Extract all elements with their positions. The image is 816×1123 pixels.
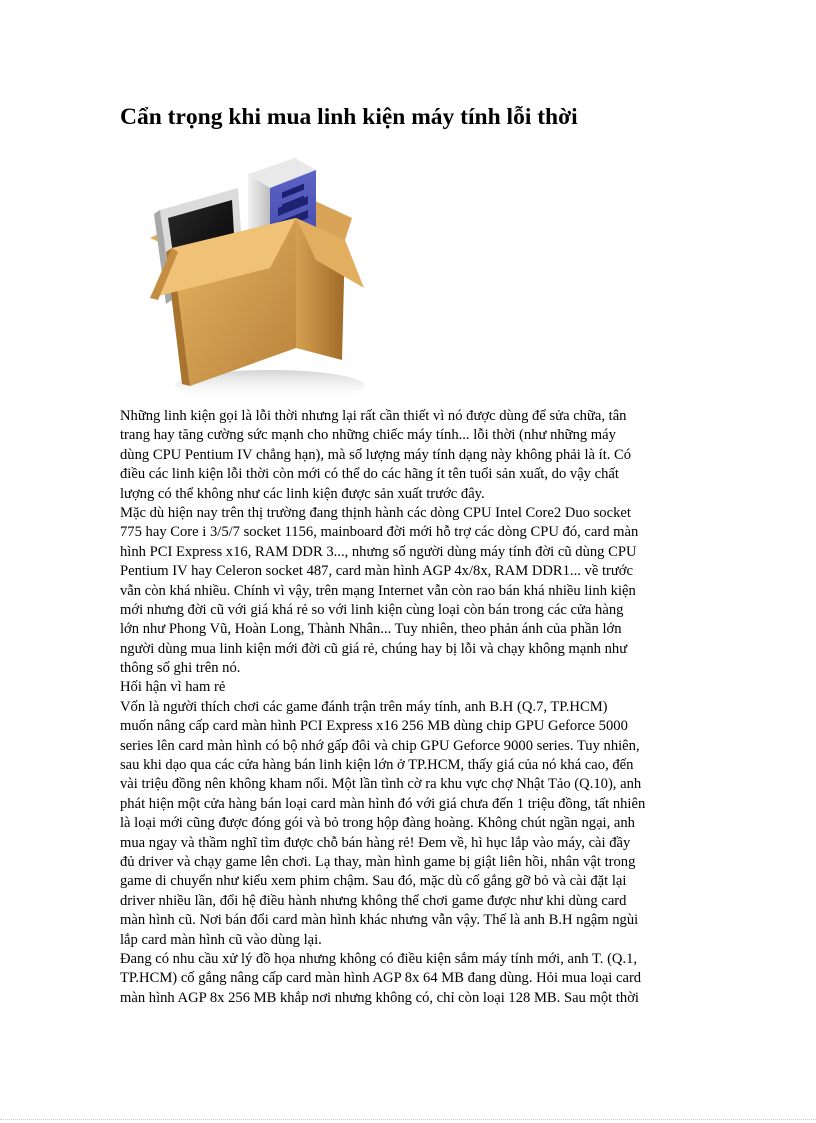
body-line: thông số ghi trên nó. xyxy=(120,660,241,677)
body-line: lắp card màn hình cũ vào dùng lại. xyxy=(120,931,322,948)
body-line: phát hiện một cửa hàng bán loại card màn hình đó với giá chưa đến 1 triệu đồng, tất nhiên xyxy=(120,795,646,812)
body-line: người dùng mua linh kiện mới đời cũ giá rẻ, chúng hay bị lỗi và chạy không mạnh như xyxy=(120,640,628,657)
body-line: Pentium IV hay Celeron socket 487, card màn hình AGP 4x/8x, RAM DDR1... về trước xyxy=(120,563,633,580)
computer-in-box-icon xyxy=(120,148,365,406)
body-line: dùng CPU Pentium IV chẳng hạn), mà số lượng máy tính dạng này không phải là ít. Có xyxy=(120,446,632,463)
body-line: màn hình cũ. Nơi bán đổi card màn hình khác nhưng vẫn vậy. Thế là anh B.H ngậm ngùi xyxy=(120,912,639,929)
page-bottom-divider xyxy=(0,1119,816,1120)
body-line: Vốn là người thích chơi các game đánh trận trên máy tính, anh B.H (Q.7, TP.HCM) xyxy=(120,698,608,715)
body-line: màn hình AGP 8x 256 MB khắp nơi nhưng không có, chỉ còn loại 128 MB. Sau một thời xyxy=(120,989,639,1006)
body-line: Đang có nhu cầu xử lý đồ họa nhưng không có điều kiện sắm máy tính mới, anh T. (Q.1, xyxy=(120,950,638,967)
body-line: muốn nâng cấp card màn hình PCI Express x16 256 MB dùng chip GPU Geforce 5000 xyxy=(120,718,628,735)
body-line: sau khi dạo qua các cửa hàng bán linh kiện lớn ở TP.HCM, thấy giá của nó khá cao, đến xyxy=(120,757,634,774)
body-line: Những linh kiện gọi là lỗi thời nhưng lại rất cần thiết vì nó được dùng để sửa chữa, tân xyxy=(120,408,627,424)
article-body xyxy=(120,407,700,1008)
body-line: 775 hay Core i 3/5/7 socket 1156, mainboard đời mới hỗ trợ các dòng CPU đó, card màn xyxy=(120,524,639,541)
body-line: lượng có thể không như các linh kiện được sản xuất trước đây. xyxy=(120,485,485,502)
body-line: lớn như Phong Vũ, Hoàn Long, Thành Nhân... Tuy nhiên, theo phản ánh của phần lớn xyxy=(120,621,622,638)
body-line: mua ngay và thầm nghĩ tìm được chỗ bán hàng rẻ! Đem về, hì hục lắp vào máy, cài đầy xyxy=(120,834,631,851)
body-line: vài triệu đồng nên không kham nổi. Một lần tình cờ ra khu vực chợ Nhật Tảo (Q.10), anh xyxy=(120,776,642,793)
body-line: TP.HCM) cố gắng nâng cấp card màn hình AGP 8x 64 MB đang dùng. Hỏi mua loại card xyxy=(120,970,642,987)
body-line: Mặc dù hiện nay trên thị trường đang thịnh hành các dòng CPU Intel Core2 Duo socket xyxy=(120,504,631,521)
body-line: là loại mới cũng được đóng gói và bỏ trong hộp đàng hoàng. Không chút ngần ngại, anh xyxy=(120,815,635,832)
body-line: điều các linh kiện lỗi thời còn mới có thể do các hãng ít tên tuổi sản xuất, do vậy chất xyxy=(120,466,619,483)
body-line: đủ driver và chạy game lên chơi. Lạ thay, màn hình game bị giật liên hồi, nhân vật trong xyxy=(120,853,636,870)
body-line: driver nhiều lần, đổi hệ điều hành nhưng không thể chơi game được như khi dùng card xyxy=(120,892,627,909)
body-line: trang hay tăng cường sức mạnh cho những chiếc máy tính... lỗi thời (như những máy xyxy=(120,427,616,444)
body-line: mới nhưng đời cũ với giá khá rẻ so với linh kiện cùng loại còn bán trong các cửa hàng xyxy=(120,601,624,618)
article-title: Cẩn trọng khi mua linh kiện máy tính lỗi thời xyxy=(120,104,578,130)
body-line: game di chuyển như kiểu xem phim chậm. Sau đó, mặc dù cố gắng gỡ bỏ và cài đặt lại xyxy=(120,873,627,890)
section-heading: Hối hận vì ham rẻ xyxy=(120,679,226,696)
body-line: vẫn còn khá nhiều. Chính vì vậy, trên mạng Internet vẫn còn rao bán khá nhiều linh kiện xyxy=(120,582,636,599)
body-line: series lên card màn hình có bộ nhớ gấp đôi và chip GPU Geforce 9000 series. Tuy nhiên, xyxy=(120,737,640,754)
body-line: hình PCI Express x16, RAM DDR 3..., nhưng số người dùng máy tính đời cũ dùng CPU xyxy=(120,543,637,560)
